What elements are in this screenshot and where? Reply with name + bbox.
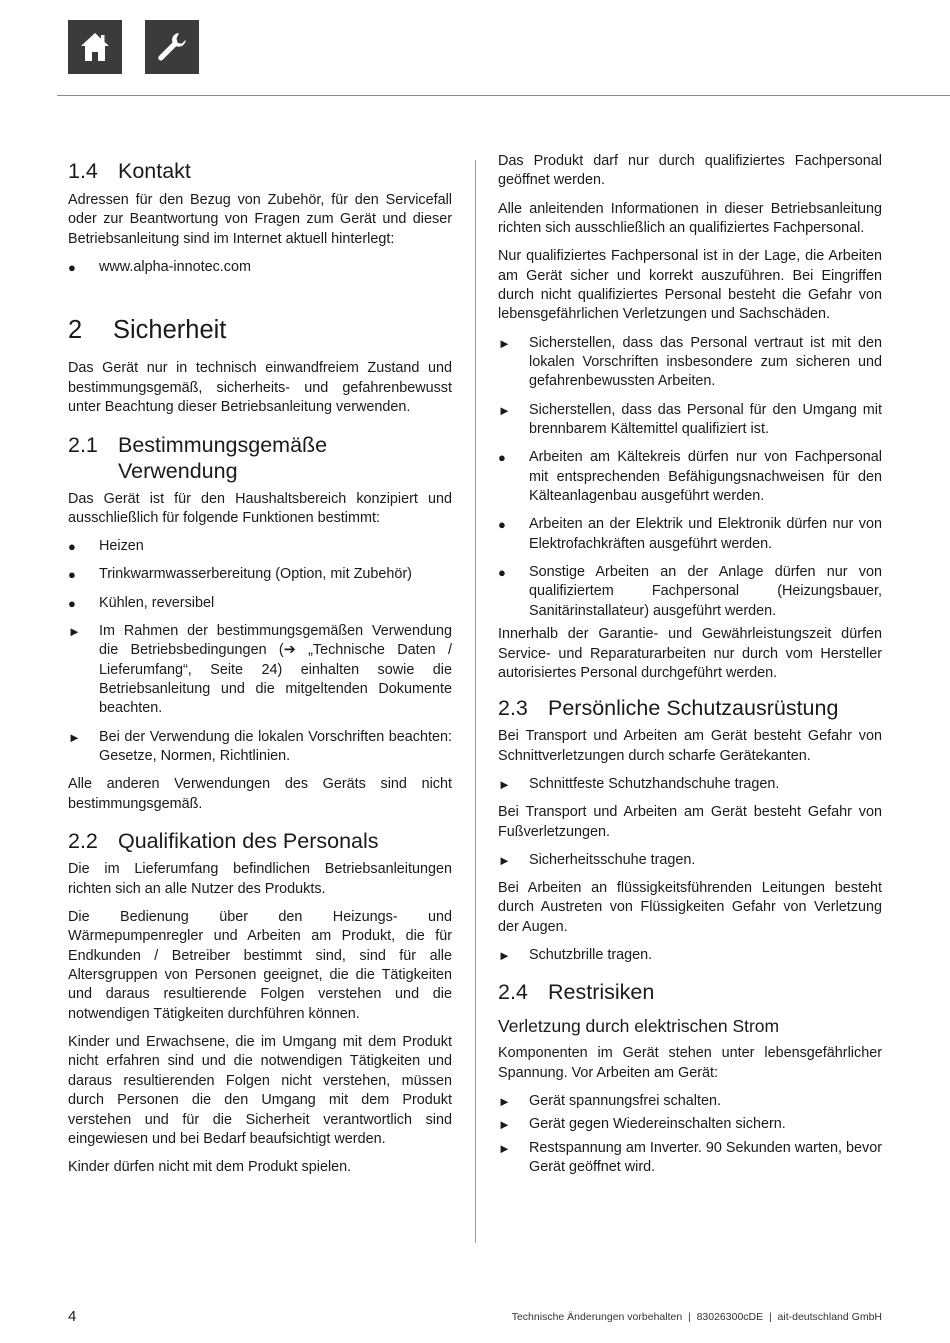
- arrow-marker: ►: [498, 402, 511, 418]
- section-heading-qualifikation: 2.2 Qualifikation des Personals: [68, 829, 379, 854]
- kontakt-paragraph: Adressen für den Bezug von Zubehör, für den Servicefall oder zur Beantwortung von Fragen zum Gerät und dieser Betriebsanleitung sind im Internet aktuell hinterlegt:: [68, 192, 452, 247]
- list-item: ● Sonstige Arbeiten an der Anlage dürfen nur von qualifiziertem Fachpersonal (Heizungsbauer, Sanitärinstallateur) ausgeführt werden.: [498, 563, 882, 621]
- qualifikation-paragraph-3: Kinder und Erwachsene, die im Umgang mit dem Produkt nicht erfahren sind und die notwendigen Tätigkeiten und daraus resultierenden Folgen nicht verstehen, müssen durch Personen die den Umgang mit dem Produkt verstehen und für die Sicherheit verantwortlich sind eingewiesen und bei Bedarf beaufsichtigt werden.: [68, 1033, 452, 1147]
- function-list: [68, 537, 452, 766]
- home-icon: [78, 30, 112, 64]
- fachpersonal-list: [498, 334, 882, 621]
- action-item: ► Sicherstellen, dass das Personal für den Umgang mit brennbarem Kältemittel qualifiziert ist.: [498, 401, 882, 440]
- action-item: ► Schutzbrille tragen.: [498, 946, 882, 965]
- wrench-icon: [154, 29, 190, 65]
- fachpersonal-paragraph-1: Das Produkt darf nur durch qualifiziertes Fachpersonal geöffnet werden.: [498, 153, 882, 189]
- footer-info: Technische Änderungen vorbehalten | 83026300cDE | ait-deutschland GmbH: [511, 1311, 882, 1323]
- section-heading-schutz: 2.3 Persönliche Schutzausrüstung: [498, 696, 839, 721]
- section-heading-bestimmung: 2.1 Bestimmungsgemäße Verwendung: [68, 432, 328, 483]
- list-item: ● Arbeiten am Kältekreis dürfen nur von Fachpersonal mit entsprechenden Befähigungsnachweisen für den Kälteanlagenbau ausgeführt werden.: [498, 448, 882, 506]
- garantie-paragraph: Innerhalb der Garantie- und Gewährleistungszeit dürfen Service- und Reparaturarbeiten nur durch vom Hersteller autorisiertes Personal durchgeführt werden.: [498, 626, 882, 681]
- website-link[interactable]: www.alpha-innotec.com: [99, 259, 251, 276]
- chapter-heading-sicherheit: 2 Sicherheit: [68, 316, 227, 345]
- qualifikation-paragraph-2: Die Bedienung über den Heizungs- und Wärmepumpenregler und Arbeiten am Produkt, die für Endkunden / Betreiber bestimmt sind, sind für alle Altersgruppen von Personen geeignet, die die Tätigkeiten und daraus resultierende Folgen verstehen und die notwendigen Tätigkeiten durchführen können.: [68, 908, 452, 1022]
- action-text-technische-daten[interactable]: Im Rahmen der bestimmungsgemäßen Verwendung die Betriebsbedingungen (➔ „Technische Daten / Lieferumfang“, Seite 24) einhalten sowie die Betriebsanleitung und die mitgeltenden Dokumente beachten.: [99, 622, 452, 717]
- action-item: ► Sicherheitsschuhe tragen.: [498, 851, 882, 870]
- arrow-marker: ►: [498, 1140, 511, 1156]
- action-item: ► Gerät spannungsfrei schalten.: [498, 1092, 882, 1111]
- schutz-action-1: [498, 775, 882, 794]
- arrow-marker: ►: [498, 335, 511, 351]
- action-item: [68, 622, 452, 719]
- bestimmung-note: Alle anderen Verwendungen des Geräts sind nicht bestimmungsgemäß.: [68, 776, 452, 812]
- action-item: ► Gerät gegen Wiedereinschalten sichern.: [498, 1115, 882, 1134]
- qualifikation-paragraph-1: Die im Lieferumfang befindlichen Betriebsanleitungen richten sich an alle Nutzer des Produkts.: [68, 861, 452, 897]
- settings-button[interactable]: [145, 20, 199, 74]
- action-item: ► Restspannung am Inverter. 90 Sekunden warten, bevor Gerät geöffnet wird.: [498, 1139, 882, 1178]
- schutz-action-3: [498, 946, 882, 965]
- arrow-marker: ►: [498, 947, 511, 963]
- bullet-marker: ●: [68, 539, 76, 555]
- bullet-marker: ●: [68, 567, 76, 583]
- left-column: [68, 152, 452, 1186]
- bullet-marker: ●: [498, 517, 506, 533]
- kontakt-list: [68, 258, 452, 277]
- arrow-marker: ►: [498, 776, 511, 792]
- arrow-marker: ►: [498, 852, 511, 868]
- section-heading-kontakt: 1.4 Kontakt: [68, 159, 191, 183]
- sicherheit-paragraph: Das Gerät nur in technisch einwandfreiem Zustand und bestimmungsgemäß, sicherheits- und gefahrenbewusst unter Beachtung dieser Betriebsanleitung verwenden.: [68, 360, 452, 416]
- header-divider: [57, 95, 950, 96]
- action-item: ► Bei der Verwendung die lokalen Vorschriften beachten: Gesetze, Normen, Richtlinien.: [68, 728, 452, 767]
- bullet-marker: ●: [498, 564, 506, 580]
- action-item: ► Sicherstellen, dass das Personal vertraut ist mit den lokalen Vorschriften insbesondere zum sicheren und gefahrenbewussten Arbeiten.: [498, 334, 882, 392]
- list-item: ● Trinkwarmwasserbereitung (Option, mit Zubehör): [68, 565, 452, 584]
- list-item: ● Heizen: [68, 537, 452, 556]
- qualifikation-paragraph-4: Kinder dürfen nicht mit dem Produkt spielen.: [68, 1159, 352, 1176]
- schutz-paragraph-1: Bei Transport und Arbeiten am Gerät besteht Gefahr von Schnittverletzungen durch scharfe Gerätekanten.: [498, 728, 882, 764]
- schutz-paragraph-3: Bei Arbeiten an flüssigkeitsführenden Leitungen besteht durch Austreten von Flüssigkeiten Gefahr von Verletzung der Augen.: [498, 879, 882, 935]
- action-item: ► Schnittfeste Schutzhandschuhe tragen.: [498, 775, 882, 794]
- list-item: ● Kühlen, reversibel: [68, 594, 452, 613]
- arrow-marker: ►: [68, 729, 81, 745]
- right-column: [498, 152, 882, 1186]
- subheading-strom: Verletzung durch elektrischen Strom: [498, 1016, 780, 1037]
- restrisiken-paragraph: Komponenten im Gerät stehen unter lebensgefährlicher Spannung. Vor Arbeiten am Gerät:: [498, 1045, 882, 1081]
- schutz-paragraph-2: Bei Transport und Arbeiten am Gerät besteht Gefahr von Fußverletzungen.: [498, 804, 882, 840]
- page-number: 4: [68, 1308, 77, 1325]
- schutz-action-2: [498, 851, 882, 870]
- section-heading-restrisiken: 2.4 Restrisiken: [498, 980, 655, 1005]
- arrow-marker: ►: [498, 1117, 511, 1133]
- bullet-marker: ●: [68, 260, 76, 276]
- arrow-marker: ►: [498, 1093, 511, 1109]
- bullet-marker: ●: [68, 595, 76, 611]
- home-button[interactable]: [68, 20, 122, 74]
- arrow-marker: ►: [68, 623, 81, 639]
- column-divider: [475, 160, 476, 1243]
- restrisiken-list: [498, 1092, 882, 1178]
- bullet-marker: ●: [498, 450, 506, 466]
- fachpersonal-paragraph-3: Nur qualifiziertes Fachpersonal ist in der Lage, die Arbeiten am Gerät sicher und korrekt auszuführen. Bei Eingriffen durch nicht qualifiziertes Personal besteht die Gefahr von lebensgefährlichen Verletzungen und Sachschäden.: [498, 248, 882, 323]
- list-item: [68, 258, 452, 277]
- fachpersonal-paragraph-2: Alle anleitenden Informationen in dieser Betriebsanleitung richten sich ausschließlich an qualifiziertes Fachpersonal.: [498, 200, 882, 237]
- list-item: ● Arbeiten an der Elektrik und Elektronik dürfen nur von Elektrofachkräften ausgeführt werden.: [498, 515, 882, 554]
- bestimmung-paragraph: Das Gerät ist für den Haushaltsbereich konzipiert und ausschließlich für folgende Funktionen bestimmt:: [68, 490, 452, 527]
